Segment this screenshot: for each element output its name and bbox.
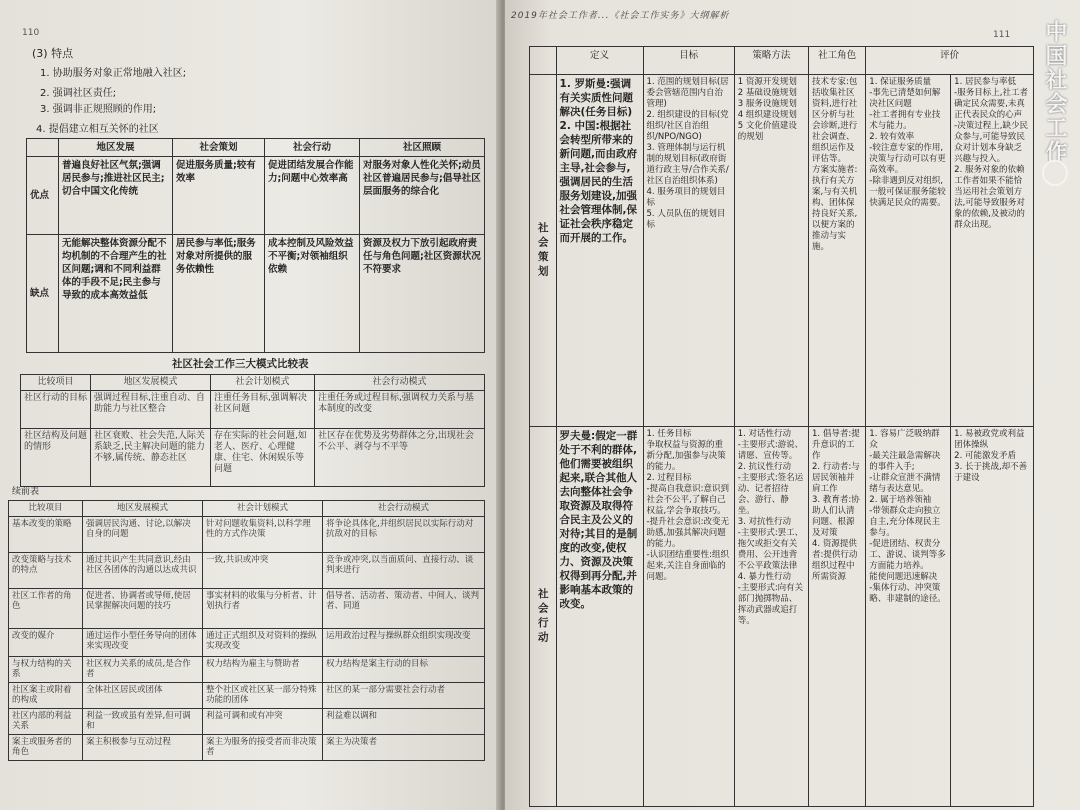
- row-label: 缺点: [27, 235, 59, 353]
- header-cell: 比较项目: [21, 375, 91, 391]
- right-page: [505, 0, 1080, 810]
- table-cell: 社区权力关系的成员,是合作者: [83, 656, 203, 682]
- table-cell: 案主为服务的接受者而非决策者: [203, 734, 323, 760]
- list-item: -提高自我意识:意识到社会不公平,了解自己权益,学会争取技巧。: [646, 484, 729, 516]
- list-item: 2. 服务对象的依赖: [954, 165, 1025, 175]
- table-cell: 全体社区居民或团体: [83, 682, 203, 708]
- table-cell: 社区案主或附着的构成: [9, 682, 83, 708]
- list-item: -促进团结、权责分工、游说、谈判等多方面能力培养。: [869, 539, 946, 571]
- header-cell: 地区发展模式: [83, 501, 203, 517]
- table-cell: 成本控制及风险效益不平衡;对领袖组织依赖: [265, 235, 360, 353]
- header-cell: 比较项目: [9, 501, 83, 517]
- running-header: 2019年社会工作者...《社会工作实务》大纲解析: [511, 11, 730, 21]
- list-item: -较注意专家的作用,决策与行动可以有更高效率。: [869, 143, 946, 175]
- list-item: 方案实施者:执行有关方案,与有关机构、团体保持良好关系,以便方案的推动与实施。: [812, 165, 858, 252]
- table-cell: 事实材料的收集与分析者、计划执行者: [203, 588, 323, 628]
- header-cell: 定义: [556, 47, 643, 75]
- list-item: -主要形式:游说、请愿、宣传等。: [737, 440, 804, 461]
- feature-1: 1. 协助服务对象正常地融入社区;: [40, 68, 187, 79]
- table-cell: 强调居民沟通、讨论,以解决自身的问题: [83, 516, 203, 552]
- table-cell: 将争论具体化,并组织居民以实际行动对抗敌对的目标: [323, 516, 485, 552]
- section-title: (3) 特点: [32, 47, 74, 60]
- table-cell: 存在实际的社会问题,如老人、医疗、心理健康、住宅、休闲娱乐等问题: [211, 429, 315, 487]
- list-item: -集体行动、冲突策略、非建制的途径。: [869, 583, 946, 604]
- table-cell: 通过运作小型任务导向的团体来实现改变: [83, 628, 203, 656]
- row-label-social-action: 社会行动: [530, 427, 557, 807]
- list-item: 4. 服务项目的规划目标: [646, 187, 726, 208]
- header-cell: 社会行动模式: [323, 501, 485, 517]
- list-item: -带领群众走向独立自主,充分体现民主参与。: [869, 506, 941, 538]
- table-cell: 社区的某一部分需要社会行动者: [323, 682, 485, 708]
- table-cell: 居民参与率低;服务对象对所提供的服务依赖性: [173, 235, 265, 353]
- role-cell: [809, 427, 866, 807]
- header-cell: 社会行动: [265, 139, 360, 157]
- list-item: 1. 倡导者:提升意识的工作: [812, 429, 860, 461]
- list-item: 4. 资源提供者:提供行动组织过程中所需资源: [812, 539, 858, 582]
- table-cell: 社区结构及问题的情形: [21, 429, 91, 487]
- list-item: -认识团结重要性:组织起来,关注自身面临的问题。: [646, 550, 729, 582]
- table-cell: 注重任务或过程目标,强调权力关系与基本制度的改变: [315, 391, 485, 429]
- table-cell: 倡导者、活动者、策动者、中间人、谈判者、同道: [323, 588, 485, 628]
- list-item: 2. 抗议性行动: [737, 462, 792, 472]
- table-cell: 案主积极参与互动过程: [83, 734, 203, 760]
- table-cell: 利益一致或虽有差异,但可调和: [83, 708, 203, 734]
- table-cell: 案主为决策者: [323, 734, 485, 760]
- table-cell: 基本改变的策略: [9, 516, 83, 552]
- list-item: 1. 对话性行动: [737, 429, 792, 439]
- list-item: -让群众宣泄不满情绪与表达意见。: [869, 473, 941, 494]
- list-item: 2. 较有效率: [869, 132, 915, 142]
- header-cell: 社会计划模式: [211, 375, 315, 391]
- header-cell: 社工角色: [809, 47, 866, 75]
- list-item: 1. 保证服务质量: [869, 77, 932, 87]
- list-item: 5 文化价值建设的规划: [737, 121, 797, 142]
- list-item: 2. 中国:根据社会转型所带来的新问题,而由政府主导,社会参与,强调居民的生活服务划建设,加强社会管理体制,保证社会秩序稳定而开展的工作。: [559, 120, 638, 244]
- list-item: 1. 范围的规划目标(居委会管辖范围内自治管理): [646, 77, 729, 109]
- list-item: -事先已清楚如何解决社区问题: [869, 88, 941, 109]
- list-item: -主要形式:签名运动、记者招待会、游行、静坐。: [737, 473, 804, 516]
- row-label-social-planning: 社会策划: [530, 75, 557, 427]
- table-cell: 改变策略与技术的特点: [9, 552, 83, 588]
- list-item: 4 组织建设规划: [737, 110, 797, 120]
- table3-caption: 续前表: [12, 487, 40, 497]
- table-cell: 社区行动的目标: [21, 391, 91, 429]
- feature-2: 2. 强调社区责任;: [40, 88, 117, 99]
- list-item: 3. 教育者:协助人们认清问题、根源及对策: [812, 495, 860, 538]
- table-cell: 社区衰败、社会失范,人际关系缺乏,民主解决问题的能力不够,属传统、静态社区: [91, 429, 211, 487]
- table-cell: 促进服务质量;较有效率: [173, 157, 265, 235]
- role-cell: [809, 75, 866, 427]
- evaluation-cons-cell: [951, 427, 1034, 807]
- header-cell: 地区发展: [59, 139, 173, 157]
- list-item: 3. 对抗性行动: [737, 517, 792, 527]
- list-item: 4. 暴力性行动: [737, 572, 792, 582]
- header-cell: 策略方法: [734, 47, 808, 75]
- row-label: 优点: [27, 157, 59, 235]
- table-cell: 利益可调和或有冲突: [203, 708, 323, 734]
- wechat-icon: [1042, 160, 1068, 186]
- list-item: 2. 过程目标: [646, 473, 692, 483]
- list-item: 1. 罗斯曼:强调有关实质性问题解决(任务目标): [559, 78, 634, 118]
- list-item: -最关注最急需解决的事件入手;: [869, 451, 941, 472]
- table-cell: 对服务对象人性化关怀;动员社区普遍居民参与;倡导社区层面服务的综合化: [360, 157, 485, 235]
- table-cell: 针对问题收集资料,以科学理性的方式作决策: [203, 516, 323, 552]
- table-cell: 促进团结发展合作能力;问题中心效率高: [265, 157, 360, 235]
- list-item: -主要形式:向有关部门抛掷物品、挥动武器或追打等。: [737, 583, 804, 626]
- list-item: 1 资源开发规划: [737, 77, 797, 87]
- list-item: 工作者如果不能恰当运用社会策划方法,可能导致服务对象的依赖,及被动的群众出现。: [954, 176, 1025, 230]
- list-item: 1. 易被政党或利益团体操纵: [954, 429, 1025, 450]
- list-item: 2 基础设施规划: [737, 88, 797, 98]
- comparison-table-1: [26, 138, 485, 353]
- header-cell: 社会行动模式: [315, 375, 485, 391]
- list-item: 1. 容易广泛吸纳群众: [869, 429, 940, 450]
- list-item: 3. 长于挑战,却不善于建设: [954, 462, 1028, 483]
- header-cell: 地区发展模式: [91, 375, 211, 391]
- header-cell: 社会计划模式: [203, 501, 323, 517]
- table-cell: 资源及权力下放引起政府责任与角色问题;社区资源状况不符要求: [360, 235, 485, 353]
- header-cell: 社会策划: [173, 139, 265, 157]
- table-cell: 强调过程目标,注重自动、自助能力与社区整合: [91, 391, 211, 429]
- evaluation-pros-cell: [866, 427, 951, 807]
- table-cell: 竞争或冲突,以当面质问、直接行动、谈判来进行: [323, 552, 485, 588]
- table-cell: 改变的媒介: [9, 628, 83, 656]
- list-item: 3. 管理体制与运行机制的规划目标(政府街道行政主导/合作关系/社区自治组织体系): [646, 143, 729, 186]
- list-item: -服务目标上,社工者确定民众需要,未真正代表民众的心声: [954, 88, 1028, 120]
- definition-cell: [556, 427, 643, 807]
- list-item: 2. 组织建设的目标(党组织/社区自治组织/NPO/NGO): [646, 110, 729, 142]
- definition-cell: [556, 75, 643, 427]
- header-cell: [530, 47, 557, 75]
- feature-3: 3. 强调非正规照顾的作用;: [40, 104, 157, 115]
- table-cell: 与权力结构的关系: [9, 656, 83, 682]
- list-item: -提升社会意识:改变无助感,加强其解决问题的能力。: [646, 517, 729, 549]
- comparison-table-3: [8, 500, 485, 761]
- goal-cell: [643, 427, 734, 807]
- table-cell: 社区存在优势及劣势群体之分,出现社会不公平、剥夺与不平等: [315, 429, 485, 487]
- table-cell: 社区内部的利益关系: [9, 708, 83, 734]
- left-page: [0, 0, 500, 810]
- left-page-number: 110: [22, 28, 40, 38]
- table-cell: 运用政治过程与操纵群众组织实现改变: [323, 628, 485, 656]
- list-item: 能使问题迅速解决: [869, 572, 938, 582]
- evaluation-pros-cell: [866, 75, 951, 427]
- header-cell: 评价: [866, 47, 1034, 75]
- table-cell: 普遍良好社区气氛;强调居民参与;推进社区民主;切合中国文化传统: [59, 157, 173, 235]
- list-item: 1. 居民参与率低: [954, 77, 1016, 87]
- list-item: 1. 任务目标: [646, 429, 692, 439]
- list-item: 罗夫曼:假定一群处于不利的群体,他们需要被组织起来,联合其他人去向整体社会争取资源及取得符合民主及公义的对待;其目的是制度的改变,使权力、资源及决策权得到再分配,并影响基本政策的改变。: [559, 430, 638, 610]
- table-cell: 无能解决整体资源分配不均机制的不合理产生的社区问题;调和不同利益群体的手段不足;民主参与导致的成本高效益低: [59, 235, 173, 353]
- strategy-cell: [734, 427, 808, 807]
- list-item: -决策过程上,缺少民众参与,可能导致民众对计划本身缺乏兴趣与投入。: [954, 121, 1028, 164]
- right-page-number: 111: [993, 30, 1011, 40]
- list-item: 2. 行动者:与居民领袖并肩工作: [812, 462, 860, 494]
- evaluation-cons-cell: [951, 75, 1034, 427]
- table-cell: 整个社区或社区某一部分特殊功能的团体: [203, 682, 323, 708]
- header-cell: [27, 139, 59, 157]
- table-cell: 促进者、协调者或导师,使居民掌握解决问题的技巧: [83, 588, 203, 628]
- table-cell: 利益难以调和: [323, 708, 485, 734]
- table-cell: 社区工作者的角色: [9, 588, 83, 628]
- table2-caption: 社区社会工作三大模式比较表: [172, 358, 309, 370]
- header-cell: 社区照顾: [360, 139, 485, 157]
- table-cell: 权力结构是案主行动的目标: [323, 656, 485, 682]
- list-item: -除非遇到反对组织,一般可保证服务能较快满足民众的需要。: [869, 176, 946, 208]
- table-cell: 案主或服务者的角色: [9, 734, 83, 760]
- table-cell: 通过正式组织及对资料的操纵实现改变: [203, 628, 323, 656]
- comparison-table-2: [20, 374, 485, 487]
- feature-4: 4. 提倡建立相互关怀的社区: [36, 124, 159, 135]
- model-table: [529, 46, 1034, 807]
- table-cell: 注重任务目标,强调解决社区问题: [211, 391, 315, 429]
- goal-cell: [643, 75, 734, 427]
- strategy-cell: [734, 75, 808, 427]
- list-item: -社工者拥有专业技术与能力。: [869, 110, 941, 131]
- watermark-text: 中国社会工作: [1042, 20, 1067, 164]
- list-item: 争取权益与资源的重新分配,加强参与决策的能力。: [646, 440, 726, 472]
- list-item: -主要形式:罢工、拖欠或拒交有关费用、公开违背不公平政策法律: [737, 528, 804, 571]
- table-cell: 通过共识产生共同意识,经由社区各团体的沟通以达成共识: [83, 552, 203, 588]
- list-item: 技术专家:包括收集社区资料,进行社区分析与社会诊断,进行社会调查、组织运作及评估等。: [812, 77, 858, 164]
- table-cell: 一致,共识或冲突: [203, 552, 323, 588]
- table-cell: 权力结构为雇主与赞助者: [203, 656, 323, 682]
- list-item: 3 服务设施规划: [737, 99, 797, 109]
- header-cell: 目标: [643, 47, 734, 75]
- list-item: 5. 人员队伍的规划目标: [646, 209, 726, 230]
- list-item: 2. 属于培养领袖: [869, 495, 932, 505]
- list-item: 2. 可能激发矛盾: [954, 451, 1016, 461]
